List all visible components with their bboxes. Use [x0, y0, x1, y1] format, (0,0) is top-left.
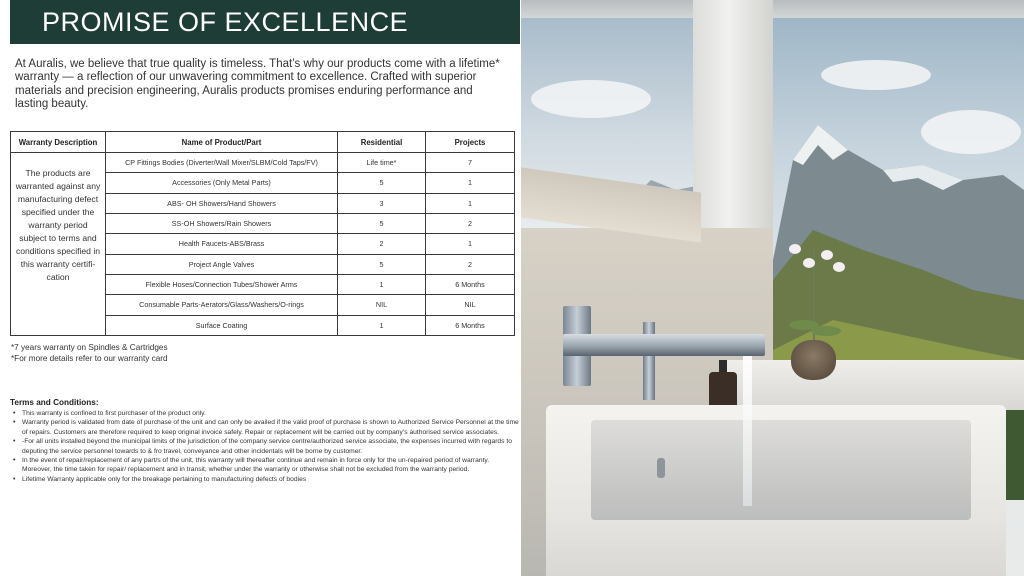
projects-cell: NIL: [426, 295, 515, 315]
product-name-cell: Health Faucets-ABS/Brass: [106, 234, 338, 254]
orchid-flower: [789, 244, 801, 254]
orchid-flower: [833, 262, 845, 272]
terms-item: • Lifetime Warranty applicable only for the breakage pertaining to manufacturing defects of bodies: [10, 475, 520, 484]
water-stream: [743, 356, 752, 506]
table-header-row: [11, 132, 515, 153]
drain-icon: [657, 458, 665, 478]
product-name-cell: Consumable Parts-Aerators/Glass/Washers/O-rings: [106, 295, 338, 315]
title-banner: [10, 0, 520, 44]
header-projects: Projects: [426, 132, 515, 153]
product-name-cell: SS-OH Showers/Rain Showers: [106, 213, 338, 233]
projects-cell: 6 Months: [426, 315, 515, 335]
orchid-flower: [821, 250, 833, 260]
table-row: [11, 153, 515, 173]
terms-item: • This warranty is confined to first purchaser of the product only.: [10, 409, 520, 418]
product-name-cell: CP Fittings Bodies (Diverter/Wall Mixer/SLBM/Cold Taps/FV): [106, 153, 338, 173]
projects-cell: 1: [426, 234, 515, 254]
faucet-spout: [563, 334, 765, 356]
residential-cell: 5: [338, 213, 426, 233]
residential-cell: 2: [338, 234, 426, 254]
product-name-cell: Project Angle Valves: [106, 254, 338, 274]
projects-cell: 1: [426, 173, 515, 193]
residential-cell: NIL: [338, 295, 426, 315]
terms-list: [10, 409, 520, 484]
terms-section: [10, 398, 520, 484]
warranty-description-text: The products are warranted against any manufacturing defect specified under the warranty period subject to terms and conditions specified in this warranty certifi-cation: [15, 167, 101, 282]
cloud: [531, 80, 651, 118]
footnote-warranty-card: *For more details refer to our warranty card: [11, 354, 168, 363]
bathroom-photo: [521, 0, 1024, 576]
cloud: [821, 60, 931, 90]
projects-cell: 1: [426, 193, 515, 213]
projects-cell: 6 Months: [426, 274, 515, 294]
residential-cell: Life time*: [338, 153, 426, 173]
terms-item: • -For all units installed beyond the municipal limits of the jurisdiction of the company service centre/authorized service associate, the expenses incurred with regards to deputing the service personnel towards to & fro travel, conveyance and other incidentals will be borne by customer.: [10, 437, 520, 456]
terms-item: • Warranty period is validated from date of purchase of the unit and can only be availed if the valid proof of purchase is shown to Authorized Service Personnel at the time of repairs. Customers are therefore required to keep original invoice safely. Repair or replacement will be carried out by company’s authorised service associates.: [10, 418, 520, 437]
header-residential: Residential: [338, 132, 426, 153]
residential-cell: 5: [338, 254, 426, 274]
terms-heading: Terms and Conditions:: [10, 398, 99, 407]
page-title: PROMISE OF EXCELLENCE: [42, 6, 409, 37]
product-name-cell: ABS- OH Showers/Hand Showers: [106, 193, 338, 213]
countertop: [721, 360, 1024, 410]
projects-cell: 2: [426, 254, 515, 274]
residential-cell: 1: [338, 315, 426, 335]
vase: [791, 340, 836, 380]
header-product-name: Name of Product/Part: [106, 132, 338, 153]
residential-cell: 3: [338, 193, 426, 213]
header-warranty-description: Warranty Description: [11, 132, 106, 153]
orchid-flower: [803, 258, 815, 268]
product-name-cell: Flexible Hoses/Connection Tubes/Shower Arms: [106, 274, 338, 294]
footnotes: [11, 342, 501, 364]
projects-cell: 2: [426, 213, 515, 233]
warranty-table: [10, 131, 515, 336]
projects-cell: 7: [426, 153, 515, 173]
intro-paragraph: At Auralis, we believe that true quality is timeless. That’s why our products come with a lifetime* warranty — a reflection of our unwavering commitment to excellence. Crafted with superior materials and precision engineering, Auralis products promises enduring performance and lasting beauty.: [15, 58, 500, 111]
basin-bowl: [591, 420, 971, 520]
terms-item: • In the event of repair/replacement of any part/s of the unit, this warranty will thereafter continue and remain in force only for the un-repaired period of warranty. Moreover, the time taken for repair/ replacement and in transit, whether under the warranty or otherwise shall not be excluded from the warranty period.: [10, 456, 520, 475]
residential-cell: 1: [338, 274, 426, 294]
orchid-leaf: [811, 326, 841, 336]
product-name-cell: Accessories (Only Metal Parts): [106, 173, 338, 193]
product-name-cell: Surface Coating: [106, 315, 338, 335]
footnote-spindles: *7 years warranty on Spindles & Cartridges: [11, 343, 168, 352]
residential-cell: 5: [338, 173, 426, 193]
warranty-description-cell: [11, 153, 106, 336]
